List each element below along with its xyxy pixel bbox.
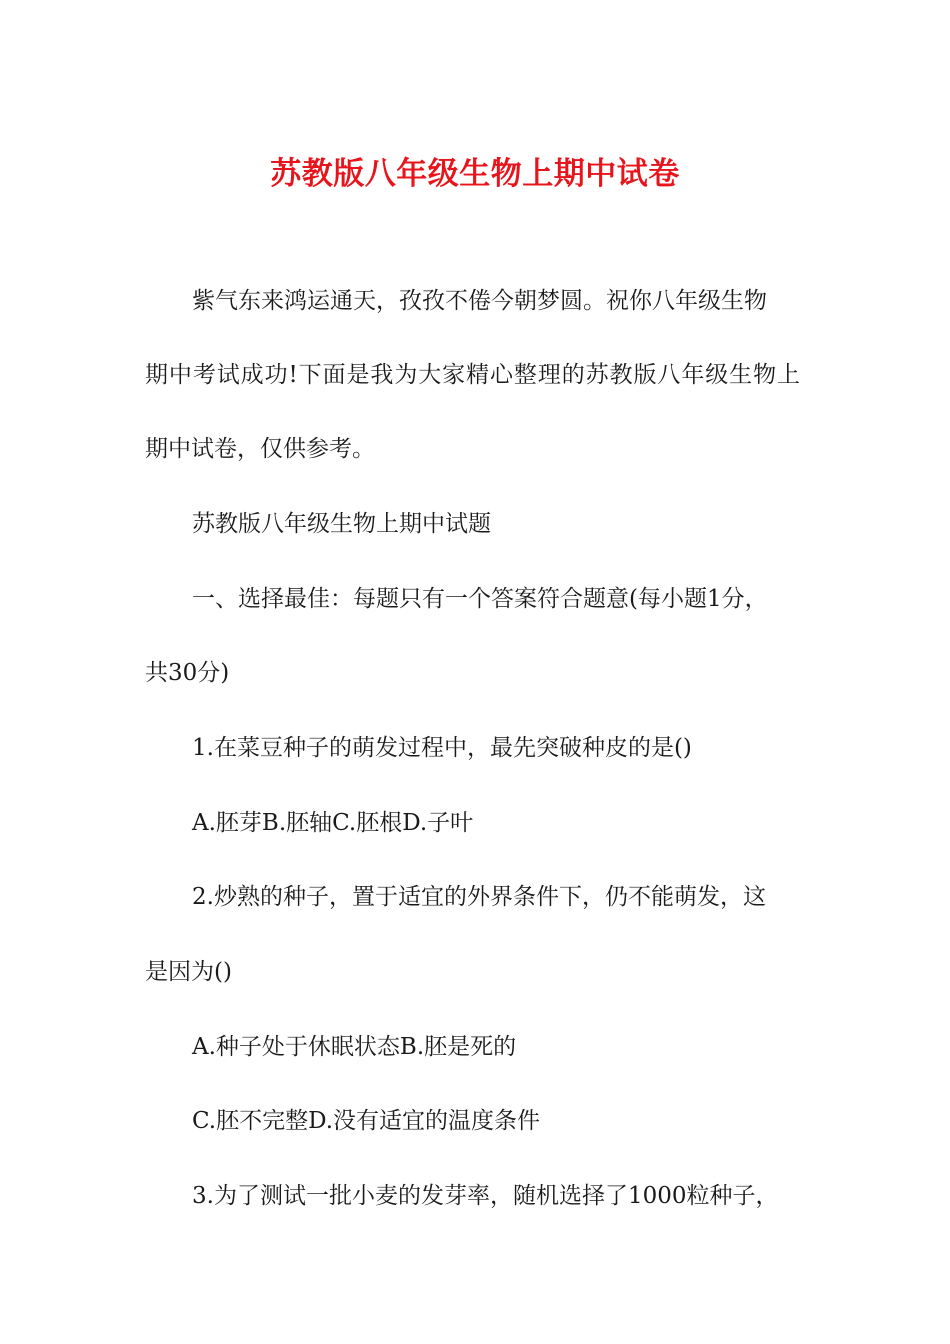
question-3-stem-line-1: 3.为了测试一批小麦的发芽率，随机选择了1000粒种子， (192, 1183, 779, 1209)
subtitle: 苏教版八年级生物上期中试题 (192, 511, 491, 537)
document-title: 苏教版八年级生物上期中试卷 (270, 156, 680, 192)
section-heading-line-1: 一、选择最佳：每题只有一个答案符合题意(每小题1分， (192, 586, 768, 612)
question-1-options: A.胚芽B.胚轴C.胚根D.子叶 (192, 810, 474, 836)
question-1-stem: 1.在菜豆种子的萌发过程中，最先突破种皮的是() (192, 735, 692, 761)
question-2-stem-line-2: 是因为() (145, 959, 232, 985)
intro-line-1: 紫气东来鸿运通天，孜孜不倦今朝梦圆。祝你八年级生物 (192, 288, 767, 314)
section-heading-line-2: 共30分) (145, 660, 230, 686)
question-2-options-line-1: A.种子处于休眠状态B.胚是死的 (192, 1034, 517, 1060)
intro-line-3: 期中试卷，仅供参考。 (145, 436, 375, 462)
question-2-options-line-2: C.胚不完整D.没有适宜的温度条件 (192, 1108, 541, 1134)
intro-line-2: 期中考试成功!下面是我为大家精心整理的苏教版八年级生物上 (145, 362, 800, 388)
question-2-stem-line-1: 2.炒熟的种子，置于适宜的外界条件下，仍不能萌发，这 (192, 884, 766, 910)
